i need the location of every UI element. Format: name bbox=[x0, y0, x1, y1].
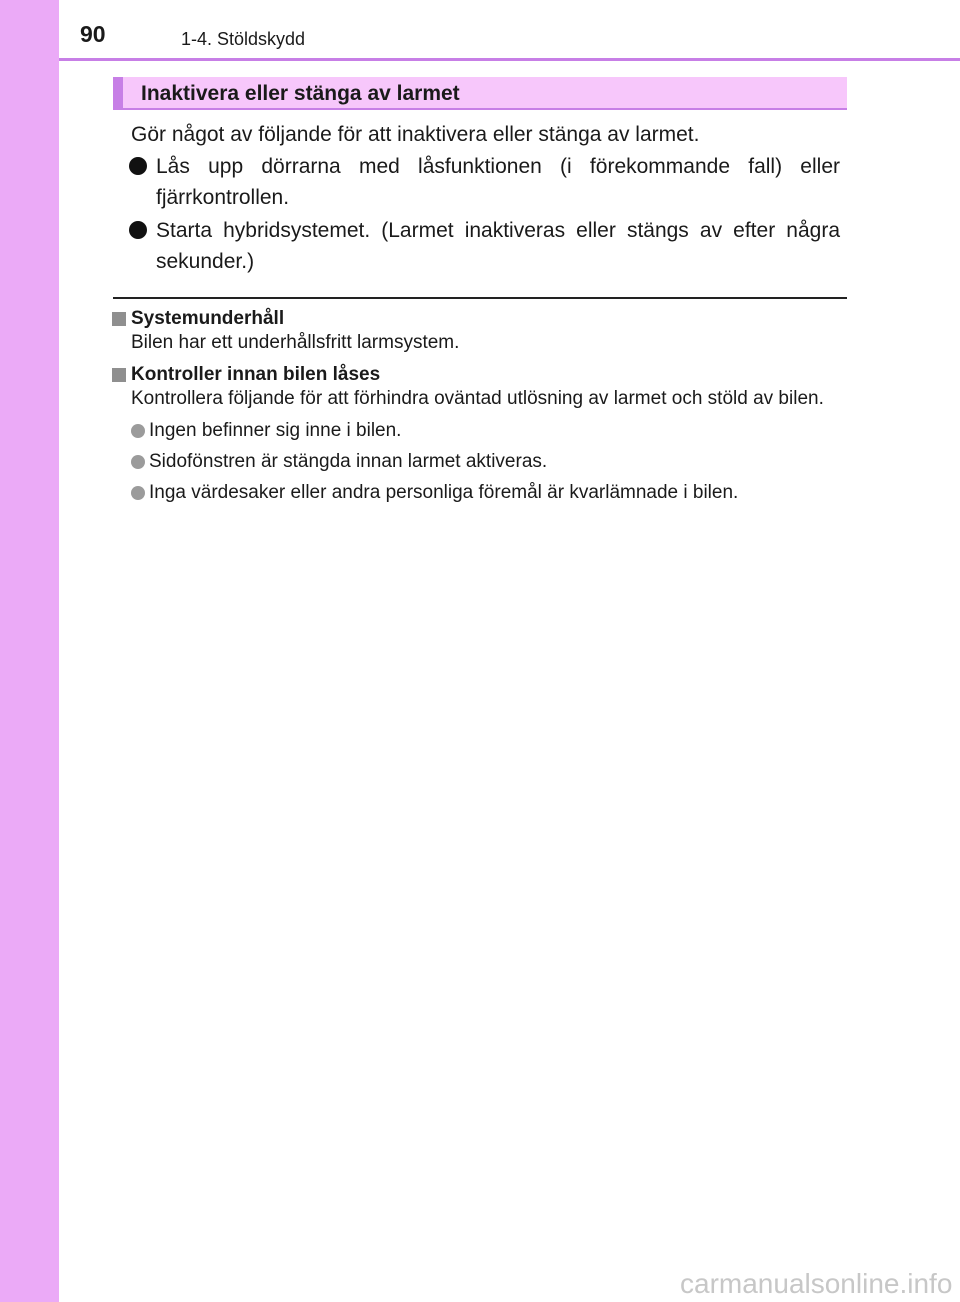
checklist-item-text: Ingen befinner sig inne i bilen. bbox=[149, 420, 402, 441]
list-item-text: Starta hybridsystemet. (Larmet inaktiveras eller stängs av efter några sekunder.) bbox=[156, 219, 840, 273]
bullet-icon bbox=[131, 486, 145, 500]
note-title bbox=[112, 363, 842, 387]
list-item-text: Lås upp dörrarna med låsfunktionen (i förekommande fall) eller fjärrkontrollen. bbox=[156, 155, 840, 209]
checklist-item-text: Inga värdesaker eller andra personliga föremål är kvarlämnade i bilen. bbox=[149, 482, 739, 503]
instruction-list bbox=[128, 151, 840, 279]
square-bullet-icon bbox=[112, 312, 126, 326]
bullet-icon bbox=[129, 221, 147, 239]
section-heading-box bbox=[113, 77, 847, 110]
section-heading: Inaktivera eller stänga av larmet bbox=[141, 82, 460, 105]
list-item bbox=[128, 215, 840, 277]
header-rule bbox=[59, 58, 960, 61]
checklist-item-text: Sidofönstren är stängda innan larmet aktiveras. bbox=[149, 451, 548, 472]
section-title: 1-4. Stöldskydd bbox=[181, 29, 306, 49]
checklist-item bbox=[131, 450, 842, 474]
note-title-text: Kontroller innan bilen låses bbox=[131, 364, 381, 385]
note-title bbox=[112, 307, 842, 331]
list-item bbox=[128, 151, 840, 213]
watermark: carmanualsonline.info bbox=[680, 1268, 953, 1299]
bullet-icon bbox=[131, 455, 145, 469]
section-divider bbox=[113, 297, 847, 299]
page-number: 90 bbox=[80, 21, 106, 47]
bullet-icon bbox=[131, 424, 145, 438]
side-color-band bbox=[0, 0, 59, 1302]
note-title-text: Systemunderhåll bbox=[131, 308, 285, 329]
checklist bbox=[112, 419, 842, 505]
square-bullet-icon bbox=[112, 368, 126, 382]
bullet-icon bbox=[129, 157, 147, 175]
intro-paragraph: Gör något av följande för att inaktivera eller stänga av larmet. bbox=[131, 123, 700, 146]
checklist-item bbox=[131, 481, 842, 505]
notes-section bbox=[112, 307, 842, 512]
note-body: Kontrollera följande för att förhindra oväntad utlösning av larmet och stöld av bilen. bbox=[131, 388, 824, 409]
checklist-item bbox=[131, 419, 842, 443]
note-body: Bilen har ett underhållsfritt larmsystem. bbox=[131, 332, 460, 353]
